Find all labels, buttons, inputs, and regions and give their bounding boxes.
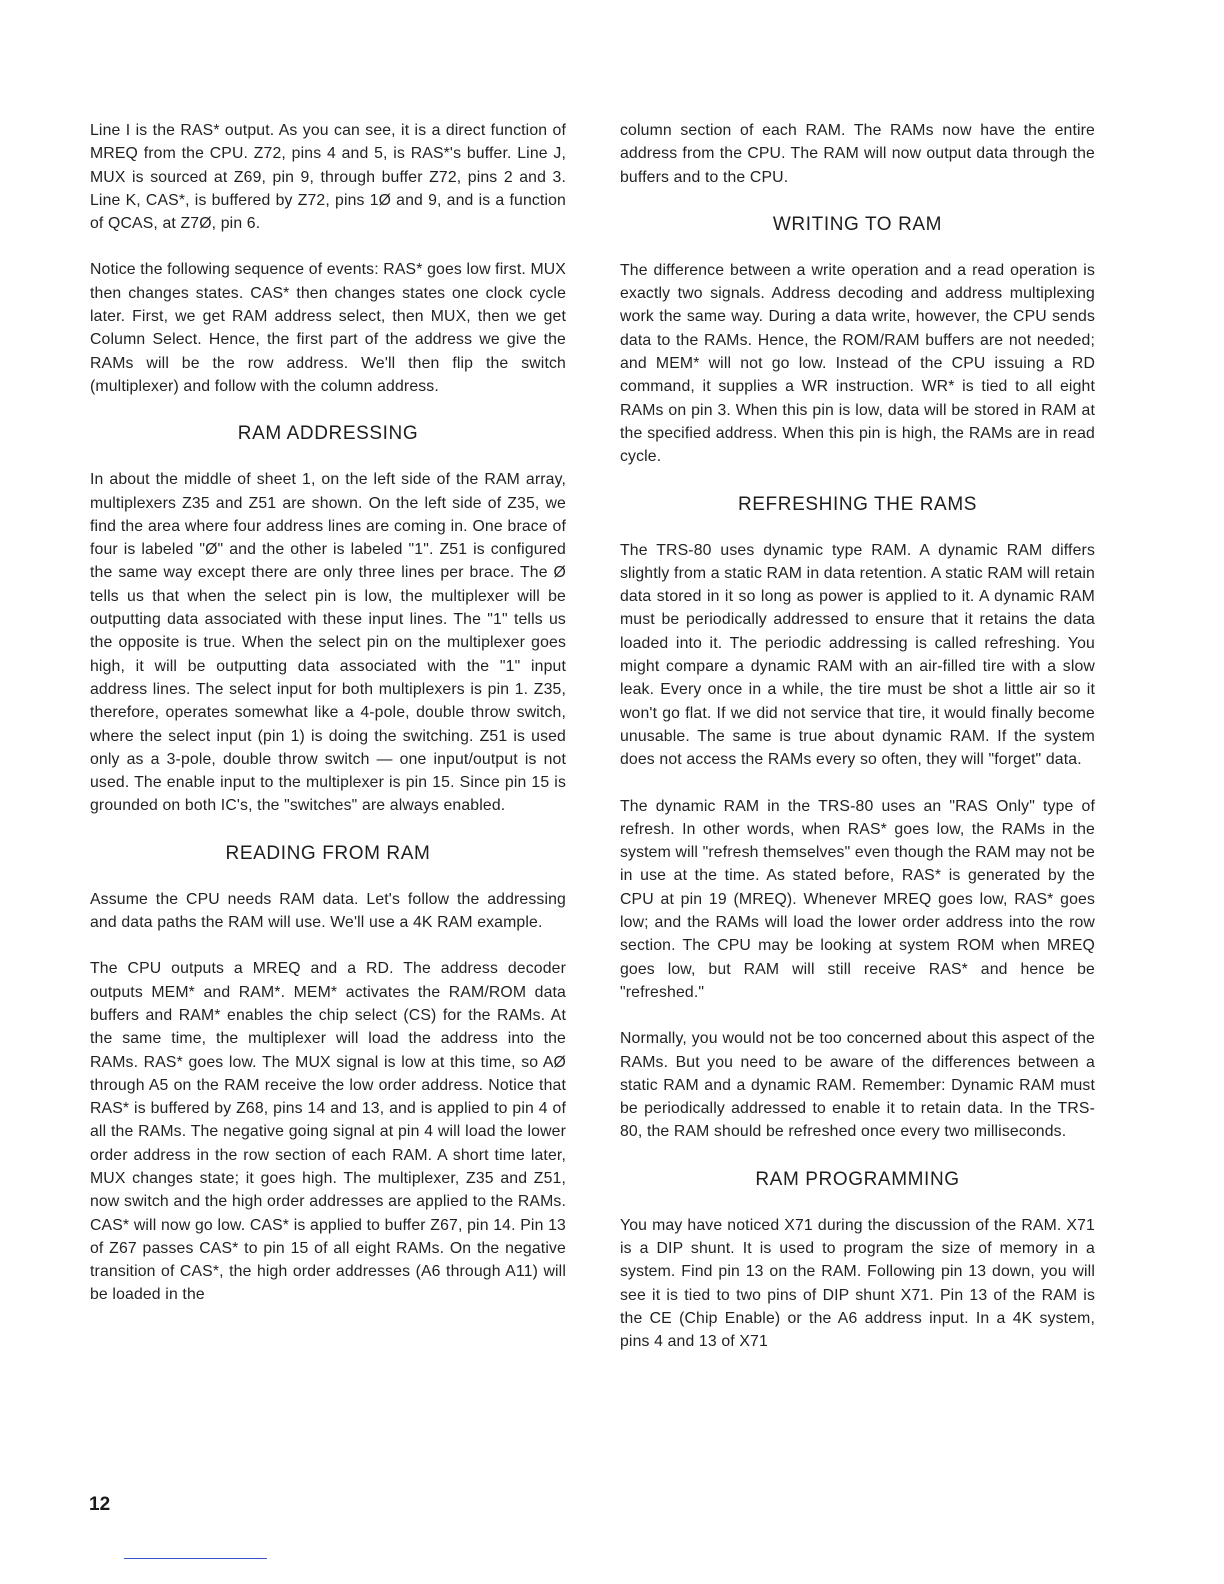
paragraph-ras-only-refresh: The dynamic RAM in the TRS-80 uses an "RAS Only" type of refresh. In other words, when RAS* goes low, the RAMs in the system will "refresh themselves" even though the RAM may not be in use at the time. As stated before, RAS* is generated by the CPU at pin 19 (MREQ). Whenever MREQ goes low, RAS* goes low; and the RAMs will load the lower order address into the row section. The CPU may be looking at system ROM when MREQ goes low, but RAM will still receive RAS* and hence be "refreshed." [620,797,1095,1001]
right-column [620,119,1095,1376]
paragraph-multiplexers: In about the middle of sheet 1, on the left side of the RAM array, multiplexers Z35 and Z51 are shown. On the left side of Z35, we find the area where four address lines are coming in. One brace of four is labeled "Ø" and the other is labeled "1". Z51 is configured the same way except there are only three lines per brace. The Ø tells us that when the select pin is low, the multiplexer will be outputting data associated with these input lines. The "1" tells us the opposite is true. When the select pin on the multiplexer goes high, it will be outputting data associated with the "1" input address lines. The select input for both multiplexers is pin 1. Z35, therefore, operates somewhat like a 4-pole, double throw switch, where the select input (pin 1) is doing the switching. Z51 is used only as a 3-pole, double throw switch — one input/output is not used. The enable input to the multiplexer is pin 15. Since pin 15 is grounded on both IC's, the "switches" are always enabled. [90,471,566,815]
heading-writing-to-ram: WRITING TO RAM [772,213,943,235]
paragraph-write-operation: The difference between a write operation and a read operation is exactly two signals. Address decoding and address multiplexing work the same way. During a data write, however, the CPU sends data to the RAMs. Hence, the ROM/RAM buffers are not needed; and MEM* will not go low. Instead of the CPU issuing a RD command, it supplies a WR instruction. WR* is tied to all eight RAMs on pin 3. When this pin is low, data will be stored in RAM at the specified address. When this pin is high, the RAMs are in read cycle. [620,261,1095,466]
paragraph-sequence-of-events: Notice the following sequence of events: RAS* goes low first. MUX then changes states. CAS* then changes states one clock cycle later. First, we get RAM address select, then MUX, then we get Column Select. Hence, the first part of the address we give the RAMs will be the row address. We'll then flip the switch (multiplexer) and follow with the column address. [90,261,566,395]
paragraph-normally: Normally, you would not be too concerned about this aspect of the RAMs. But you need to be aware of the differences between a static RAM and a dynamic RAM. Remember: Dynamic RAM must be periodically addressed to enable it to retain data. In the TRS-80, the RAM should be refreshed once every two milliseconds. [620,1030,1095,1141]
page-number: 12 [89,1494,111,1515]
heading-ram-programming: RAM PROGRAMMING [755,1168,960,1190]
heading-refreshing-the-rams: REFRESHING THE RAMS [737,493,978,515]
heading-ram-addressing: RAM ADDRESSING [237,423,419,445]
paragraph-cpu-outputs: The CPU outputs a MREQ and a RD. The address decoder outputs MEM* and RAM*. MEM* activates the RAM/ROM data buffers and RAM* enables the chip select (CS) for the RAMs. At the same time, the multiplexer will load the address into the RAMs. RAS* goes low. The MUX signal is low at this time, so AØ through A5 on the RAM receive the low order address. Notice that RAS* is buffered by Z68, pins 14 and 13, and is applied to pin 4 of all the RAMs. The negative going signal at pin 4 will load the lower order address in the row section of each RAM. A short time later, MUX changes state; it goes high. The multiplexer, Z35 and Z51, now switch and the high order addresses are applied to the RAMs. CAS* will now go low. CAS* is applied to buffer Z67, pin 14. Pin 13 of Z67 passes CAS* to pin 15 of all eight RAMs. On the negative transition of CAS*, the high order addresses (A6 through A11) will be loaded in the [90,960,566,1304]
paragraph-column-section: column section of each RAM. The RAMs now have the entire address from the CPU. The RAM will now output data through the buffers and to the CPU. [620,122,1095,186]
left-column [90,119,566,1330]
paragraph-assume-cpu: Assume the CPU needs RAM data. Let's follow the addressing and data paths the RAM will use. We'll use a 4K RAM example. [90,890,566,932]
heading-reading-from-ram: READING FROM RAM [225,842,431,864]
paragraph-ras-output: Line I is the RAS* output. As you can see, it is a direct function of MREQ from the CPU. Z72, pins 4 and 5, is RAS*'s buffer. Line J, MUX is sourced at Z69, pin 9, through buffer Z72, pins 2 and 3. Line K, CAS*, is buffered by Z72, pins 1Ø and 9, and is a function of QCAS, at Z7Ø, pin 6. [90,122,566,233]
paragraph-dip-shunt: You may have noticed X71 during the discussion of the RAM. X71 is a DIP shunt. It is used to program the size of memory in a system. Find pin 13 on the RAM. Following pin 13 down, you will see it is tied to two pins of DIP shunt X71. Pin 13 of the RAM is the CE (Chip Enable) or the A6 address input. In a 4K system, pins 4 and 13 of X71 [620,1216,1095,1351]
paragraph-dynamic-ram: The TRS-80 uses dynamic type RAM. A dynamic RAM differs slightly from a static RAM in data retention. A static RAM will retain data stored in it so long as power is applied to it. A dynamic RAM must be periodically addressed to ensure that it retains the data loaded into it. The periodic addressing is called refreshing. You might compare a dynamic RAM with an air-filled tire with a slow leak. Every once in a while, the tire must be shot a little air so it won't go flat. If we did not service that tire, it would finally become unusable. The same is true about dynamic RAM. If the system does not access the RAMs every so often, they will "forget" data. [620,541,1095,769]
footer-rule [124,1558,267,1559]
